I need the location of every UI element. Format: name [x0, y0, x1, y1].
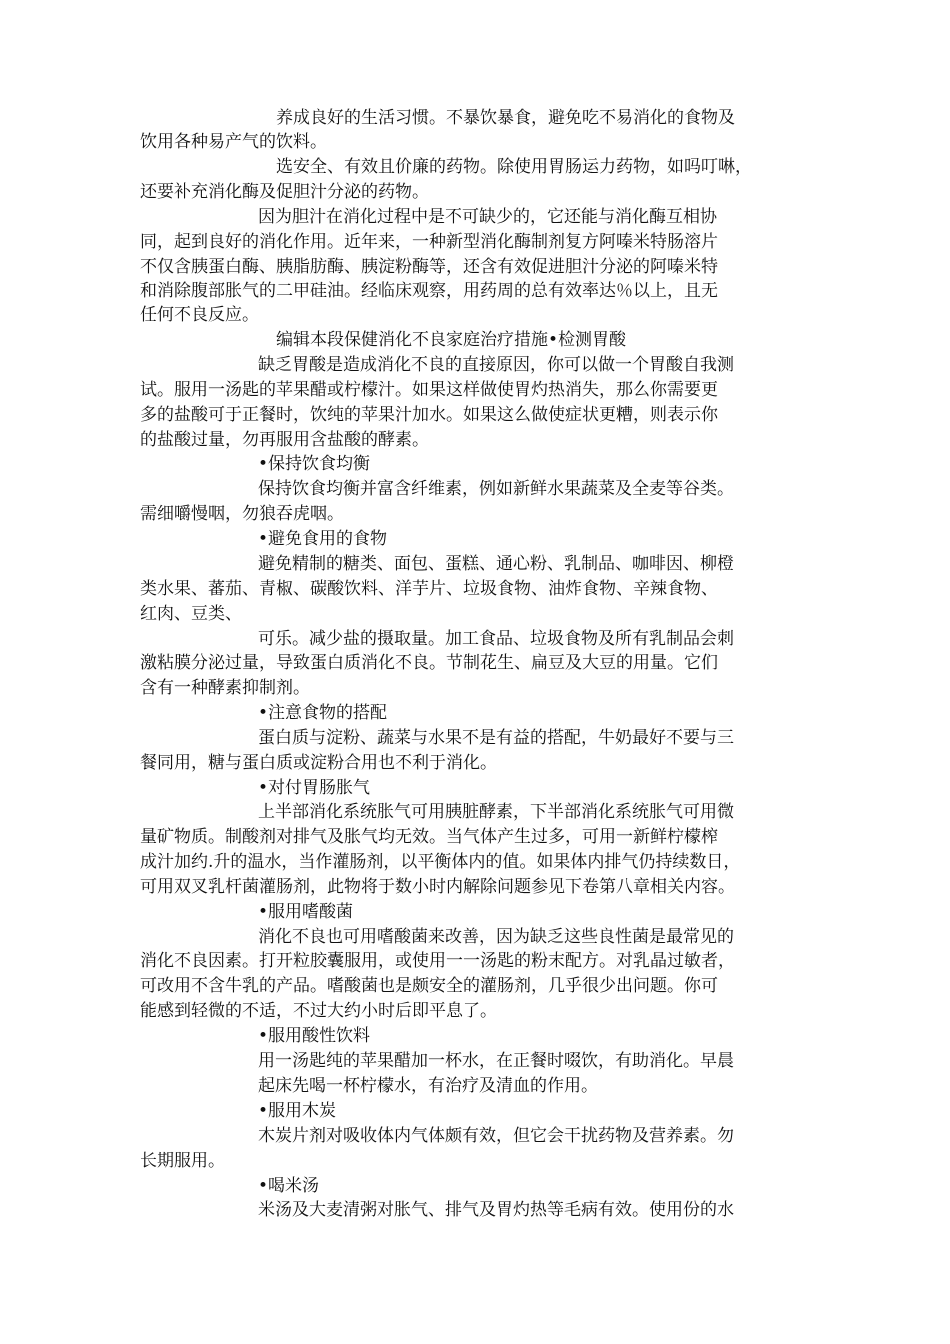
text-line: 不仅含胰蛋白酶、胰脂肪酶、胰淀粉酶等，还含有效促进胆汁分泌的阿嗪米特 [140, 257, 718, 277]
text-line: 类水果、蕃茄、青椒、碳酸饮料、洋芋片、垃圾食物、油炸食物、辛辣食物、 [140, 579, 718, 599]
bullet-heading: •注意食物的搭配 [258, 703, 388, 723]
text-line: 成汁加约.升的温水，当作灌肠剂，以平衡体内的值。如果体内排气仍持续数日， [140, 852, 741, 872]
bullet-heading: •服用嗜酸菌 [258, 902, 354, 922]
text-line: 餐同用，糖与蛋白质或淀粉合用也不利于消化。 [140, 753, 497, 773]
text-line: 同，起到良好的消化作用。近年来，一种新型消化酶制剂复方阿嗪米特肠溶片 [140, 232, 718, 252]
text-line: 可乐。减少盐的摄取量。加工食品、垃圾食物及所有乳制品会刺 [258, 629, 734, 649]
bullet-heading: •对付胃肠胀气 [258, 778, 371, 798]
text-line: 饮用各种易产气的饮料。 [140, 132, 327, 152]
text-line: 米汤及大麦清粥对胀气、排气及胃灼热等毛病有效。使用份的水 [258, 1200, 734, 1220]
text-line: 试。服用一汤匙的苹果醋或柠檬汁。如果这样做使胃灼热消失，那么你需要更 [140, 380, 718, 400]
text-line: 还要补充消化酶及促胆汁分泌的药物。 [140, 182, 429, 202]
text-line: 上半部消化系统胀气可用胰脏酵素，下半部消化系统胀气可用微 [258, 802, 734, 822]
text-line: 长期服用。 [140, 1151, 225, 1171]
text-line: 保持饮食均衡并富含纤维素，例如新鲜水果蔬菜及全麦等谷类。 [258, 479, 734, 499]
text-line: 蛋白质与淀粉、蔬菜与水果不是有益的搭配，牛奶最好不要与三 [258, 728, 734, 748]
text-line: 和消除腹部胀气的二甲硅油。经临床观察，用药周的总有效率达％以上，且无 [140, 281, 718, 301]
text-line: 可用双叉乳杆菌灌肠剂，此物将于数小时内解除问题参见下卷第八章相关内容。 [140, 877, 735, 897]
text-line: 能感到轻微的不适，不过大约小时后即平息了。 [140, 1001, 497, 1021]
bullet-heading: •喝米汤 [258, 1176, 320, 1196]
bullet-heading: •保持饮食均衡 [258, 454, 371, 474]
text-line: 养成良好的生活习惯。不暴饮暴食，避免吃不易消化的食物及 [276, 108, 735, 128]
text-line: 选安全、有效且价廉的药物。除使用胃肠运力药物，如吗叮啉， [276, 157, 752, 177]
text-line: 多的盐酸可于正餐时，饮纯的苹果汁加水。如果这么做使症状更糟，则表示你 [140, 405, 718, 425]
text-line: 避免精制的糖类、面包、蛋糕、通心粉、乳制品、咖啡因、柳橙 [258, 554, 734, 574]
text-line: 缺乏胃酸是造成消化不良的直接原因，你可以做一个胃酸自我测 [258, 355, 734, 375]
text-line: 消化不良因素。打开粒胶囊服用，或使用一一汤匙的粉末配方。对乳晶过敏者， [140, 951, 735, 971]
bullet-heading: •服用木炭 [258, 1101, 337, 1121]
text-line: 需细嚼慢咽，勿狼吞虎咽。 [140, 504, 344, 524]
text-line: 因为胆汁在消化过程中是不可缺少的，它还能与消化酶互相协 [258, 207, 717, 227]
text-line: 红肉、豆类、 [140, 604, 242, 624]
bullet-heading: •避免食用的食物 [258, 529, 388, 549]
text-line: 木炭片剂对吸收体内气体颇有效，但它会干扰药物及营养素。勿 [258, 1126, 734, 1146]
text-line: 的盐酸过量，勿再服用含盐酸的酵素。 [140, 430, 429, 450]
text-line: 消化不良也可用嗜酸菌来改善，因为缺乏这些良性菌是最常见的 [258, 927, 734, 947]
text-line: 任何不良反应。 [140, 305, 259, 325]
section-heading: 编辑本段保健消化不良家庭治疗措施•检测胃酸 [276, 330, 627, 350]
text-line: 用一汤匙纯的苹果醋加一杯水，在正餐时啜饮，有助消化。早晨 [258, 1051, 734, 1071]
text-line: 可改用不含牛乳的产品。嗜酸菌也是颇安全的灌肠剂，几乎很少出问题。你可 [140, 976, 718, 996]
text-line: 量矿物质。制酸剂对排气及胀气均无效。当气体产生过多，可用一新鲜柠檬榨 [140, 827, 718, 847]
text-line: 起床先喝一杯柠檬水，有治疗及清血的作用。 [258, 1076, 598, 1096]
text-line: 含有一种酵素抑制剂。 [140, 678, 310, 698]
bullet-heading: •服用酸性饮料 [258, 1026, 371, 1046]
text-line: 激粘膜分泌过量，导致蛋白质消化不良。节制花生、扁豆及大豆的用量。它们 [140, 653, 718, 673]
